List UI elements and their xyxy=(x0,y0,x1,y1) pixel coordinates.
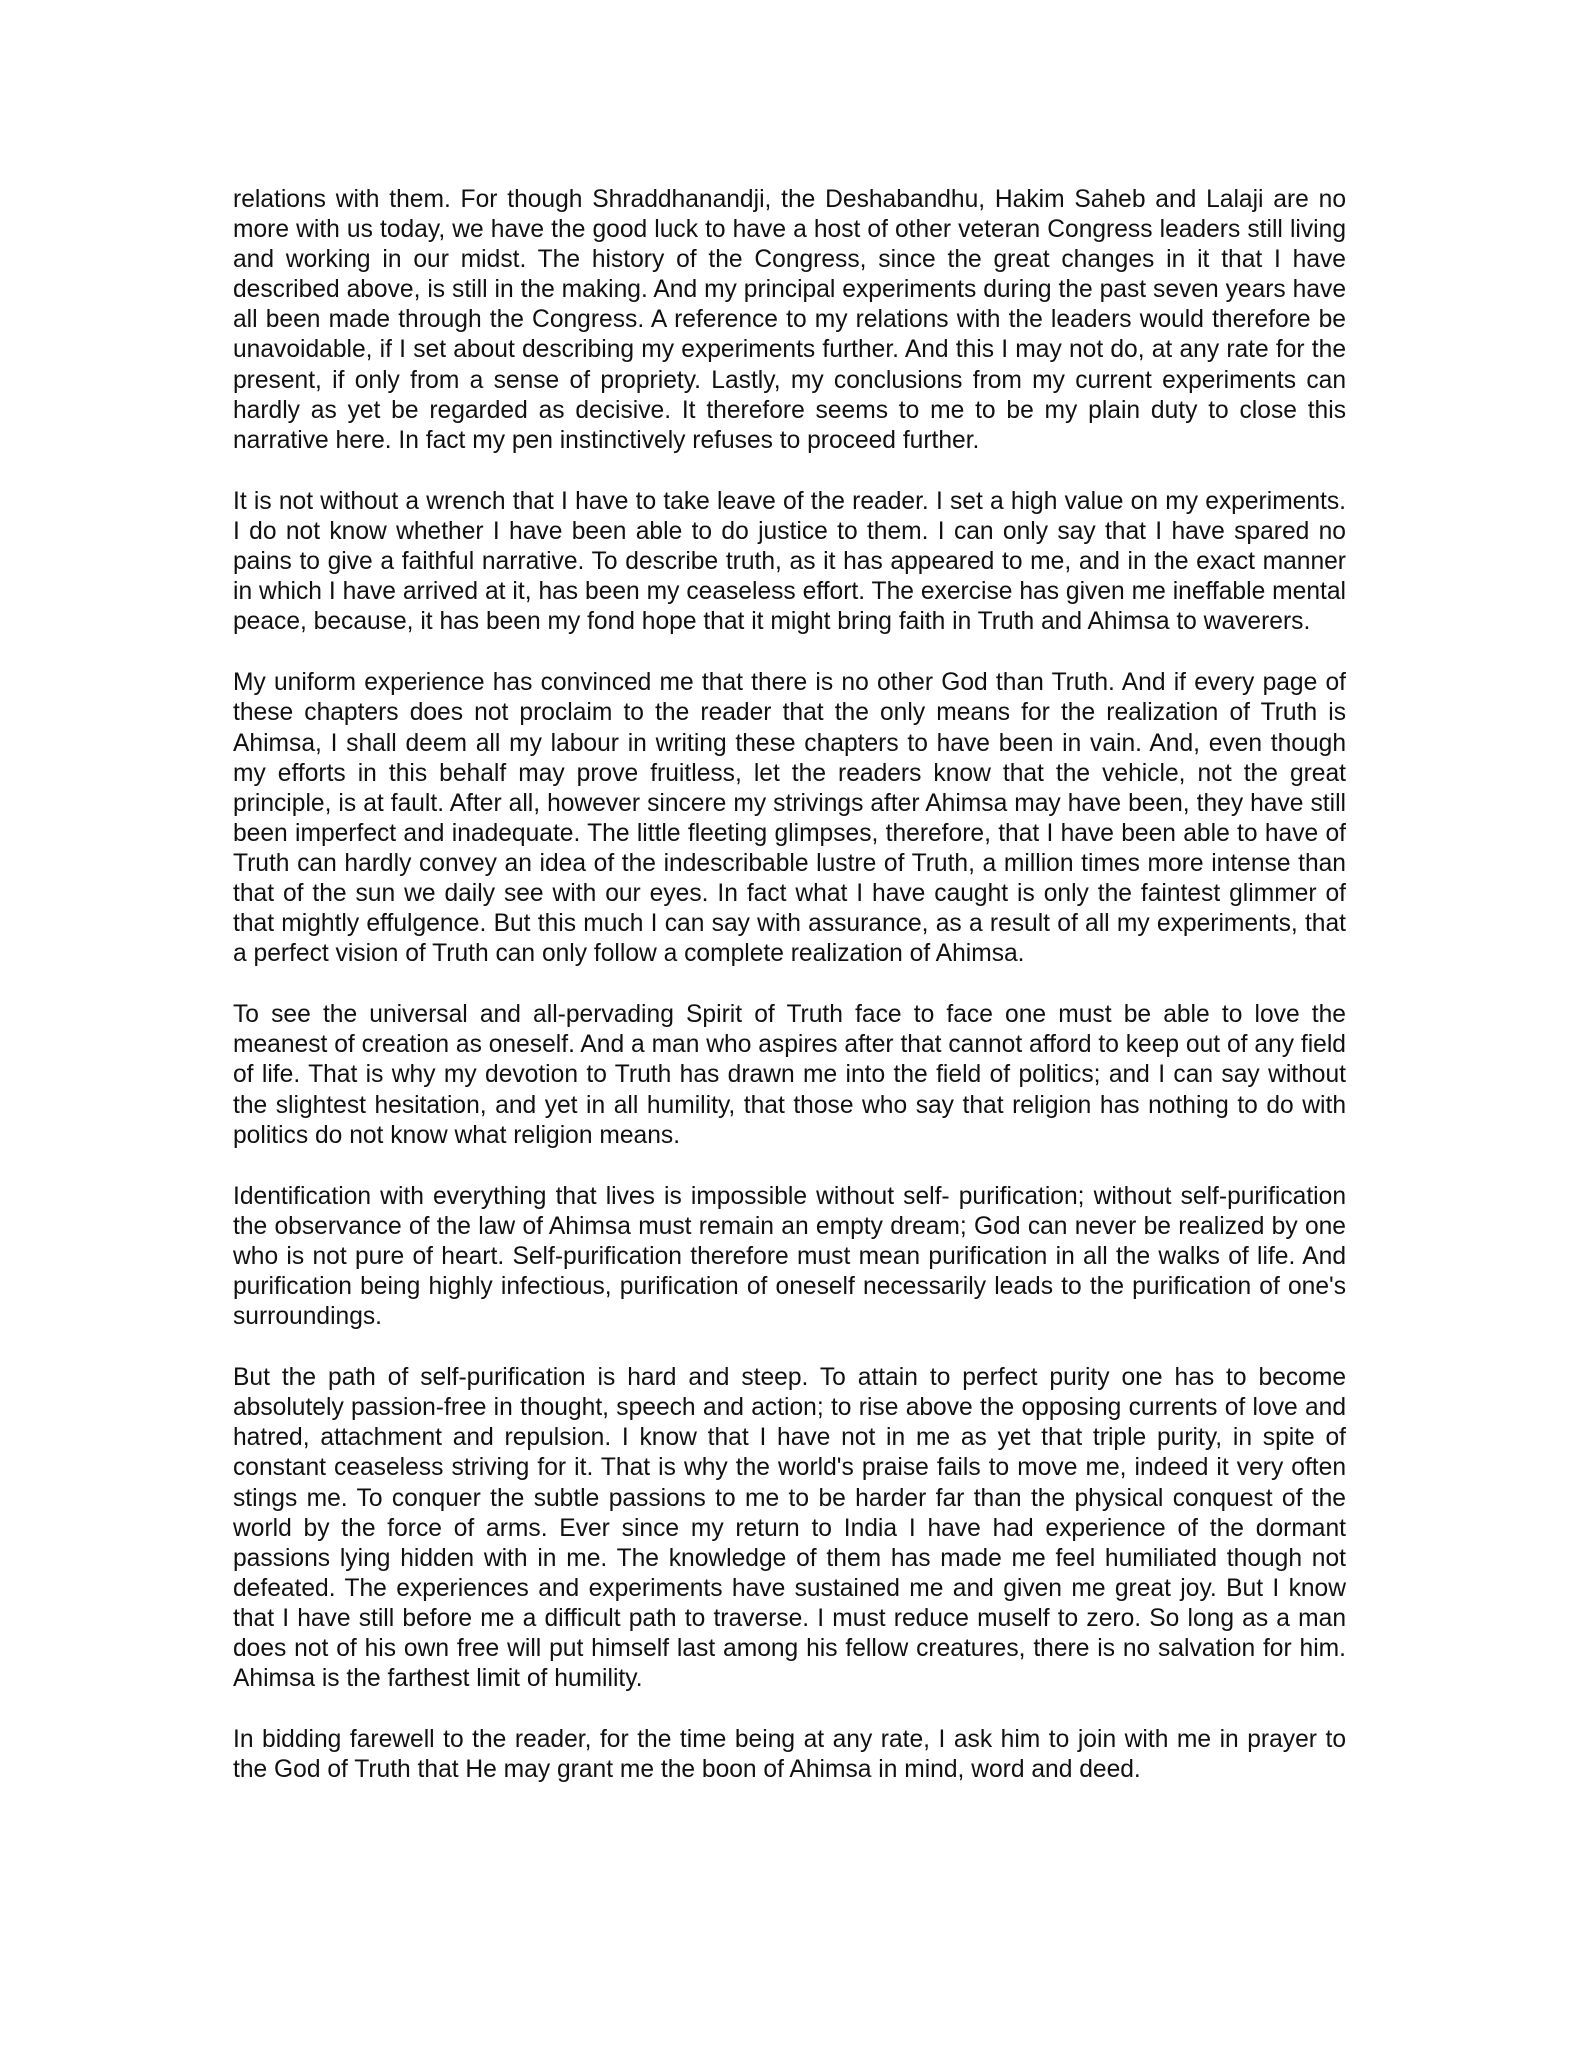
document-page xyxy=(233,185,1346,1816)
paragraph-2: It is not without a wrench that I have to take leave of the reader. I set a high value on my experiments. I do not know whether I have been able to do justice to them. I can only say that I have spared no pains to give a faithful narrative. To describe truth, as it has appeared to me, and in the exact manner in which I have arrived at it, has been my ceaseless effort. The exercise has given me ineffable mental peace, because, it has been my fond hope that it might bring faith in Truth and Ahimsa to waverers. xyxy=(233,487,1346,636)
paragraph-3: My uniform experience has convinced me that there is no other God than Truth. And if every page of these chapters does not proclaim to the reader that the only means for the realization of Truth is Ahimsa, I shall deem all my labour in writing these chapters to have been in vain. And, even though my efforts in this behalf may prove fruitless, let the readers know that the vehicle, not the great principle, is at fault. After all, however sincere my strivings after Ahimsa may have been, they have still been imperfect and inadequate. The little fleeting glimpses, therefore, that I have been able to have of Truth can hardly convey an idea of the indescribable lustre of Truth, a million times more intense than that of the sun we daily see with our eyes. In fact what I have caught is only the faintest glimmer of that mightly effulgence. But this much I can say with assurance, as a result of all my experiments, that a perfect vision of Truth can only follow a complete realization of Ahimsa. xyxy=(233,669,1346,968)
paragraph-1: relations with them. For though Shraddhanandji, the Deshabandhu, Hakim Saheb and Lalaji are no more with us today, we have the good luck to have a host of other veteran Congress leaders still living and working in our midst. The history of the Congress, since the great changes in it that I have described above, is still in the making. And my principal experiments during the past seven years have all been made through the Congress. A reference to my relations with the leaders would therefore be unavoidable, if I set about describing my experiments further. And this I may not do, at any rate for the present, if only from a sense of propriety. Lastly, my conclusions from my current experiments can hardly as yet be regarded as decisive. It therefore seems to me to be my plain duty to close this narrative here. In fact my pen instinctively refuses to proceed further. xyxy=(233,186,1346,454)
paragraph-7: In bidding farewell to the reader, for the time being at any rate, I ask him to join with me in prayer to the God of Truth that He may grant me the boon of Ahimsa in mind, word and deed. xyxy=(233,1726,1346,1784)
paragraph-5: Identification with everything that lives is impossible without self- purification; without self-purification the observance of the law of Ahimsa must remain an empty dream; God can never be realized by one who is not pure of heart. Self-purification therefore must mean purification in all the walks of life. And purification being highly infectious, purification of oneself necessarily leads to the purification of one's surroundings. xyxy=(233,1182,1346,1331)
paragraph-4: To see the universal and all-pervading Spirit of Truth face to face one must be able to love the meanest of creation as oneself. And a man who aspires after that cannot afford to keep out of any field of life. That is why my devotion to Truth has drawn me into the field of politics; and I can say without the slightest hesitation, and yet in all humility, that those who say that religion has nothing to do with politics do not know what religion means. xyxy=(233,1001,1346,1149)
paragraph-6: But the path of self-purification is hard and steep. To attain to perfect purity one has to become absolutely passion-free in thought, speech and action; to rise above the opposing currents of love and hatred, attachment and repulsion. I know that I have not in me as yet that triple purity, in spite of constant ceaseless striving for it. That is why the world's praise fails to move me, indeed it very often stings me. To conquer the subtle passions to me to be harder far than the physical conquest of the world by the force of arms. Ever since my return to India I have had experience of the dormant passions lying hidden with in me. The knowledge of them has made me feel humiliated though not defeated. The experiences and experiments have sustained me and given me great joy. But I know that I have still before me a difficult path to traverse. I must reduce muself to zero. So long as a man does not of his own free will put himself last among his fellow creatures, there is no salvation for him. Ahimsa is the farthest limit of humility. xyxy=(233,1364,1346,1693)
